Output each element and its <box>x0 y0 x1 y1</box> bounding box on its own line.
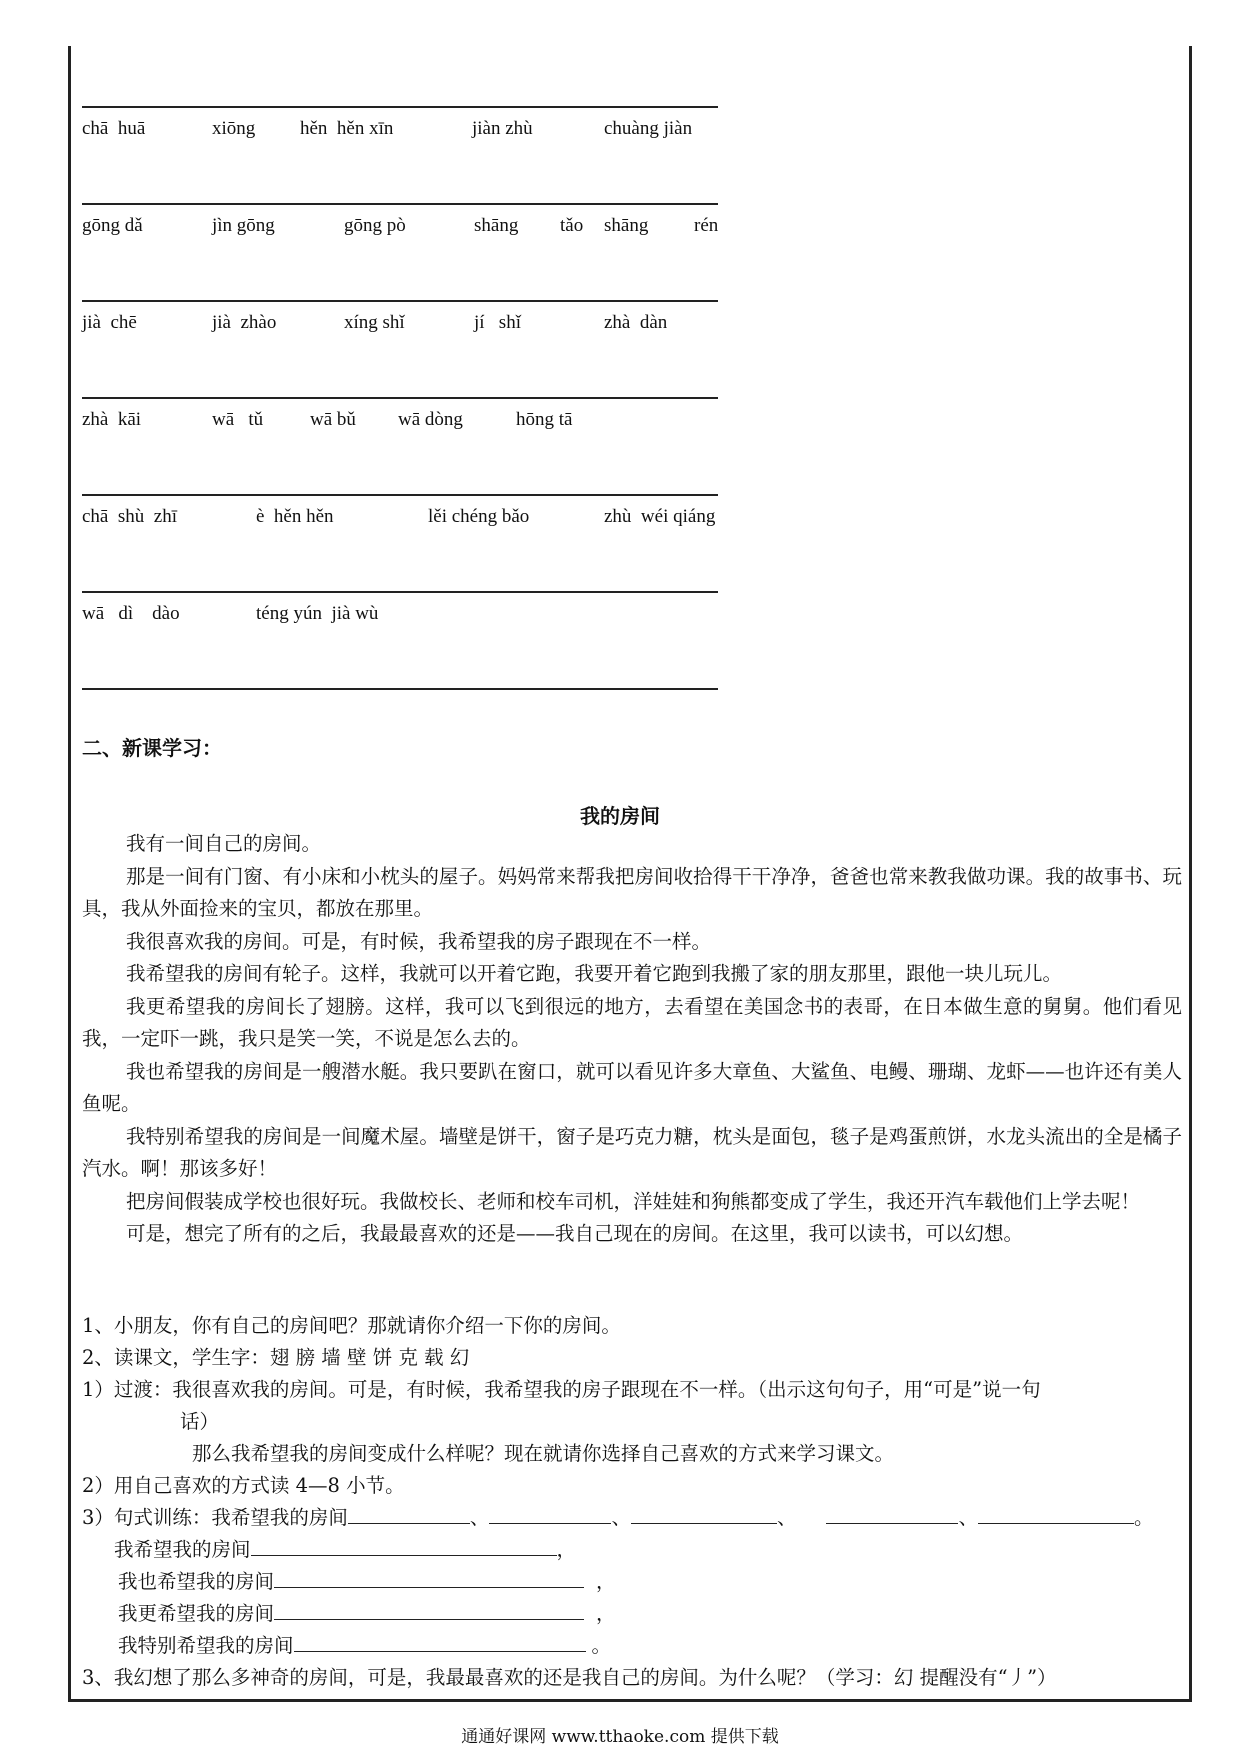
answer-blank[interactable] <box>294 1631 586 1652</box>
pinyin: wā bǔ <box>310 409 356 430</box>
pinyin: xíng shǐ <box>344 312 405 333</box>
writing-line <box>82 397 718 399</box>
writing-line <box>82 494 718 496</box>
answer-blank[interactable] <box>274 1599 584 1620</box>
pinyin: xiōng <box>212 118 256 139</box>
article-paragraph: 我也希望我的房间是一艘潜水艇。我只要趴在窗口，就可以看见许多大章鱼、大鲨鱼、电鳗、珊瑚、龙虾——也许还有美人鱼呢。 <box>82 1059 1182 1115</box>
answer-blank[interactable] <box>251 1535 557 1556</box>
pinyin: hōng tā <box>516 409 573 430</box>
answer-blank[interactable] <box>274 1567 584 1588</box>
question-2-1-cont: 话） <box>180 1410 220 1433</box>
sentence-text: 我希望我的房间 <box>114 1538 251 1561</box>
sentence-4 <box>118 1630 1218 1658</box>
sentence-1 <box>114 1534 1214 1562</box>
article-paragraph: 我很喜欢我的房间。可是，有时候，我希望我的房子跟现在不一样。 <box>126 929 712 953</box>
question-2: 2、读课文，学生字：翅 膀 墙 壁 饼 克 载 幻 <box>82 1346 470 1369</box>
section-title: 二、新课学习： <box>82 736 222 760</box>
sentence-3 <box>118 1598 1218 1626</box>
pinyin: jià zhào <box>212 312 277 333</box>
article-paragraph: 我特别希望我的房间是一间魔术屋。墙壁是饼干，窗子是巧克力糖，枕头是面包，毯子是鸡蛋煎饼，水龙头流出的全是橘子汽水。啊！那该多好！ <box>82 1124 1182 1180</box>
sentence-text: 我也希望我的房间 <box>118 1570 275 1593</box>
pinyin: zhà kāi <box>82 409 142 430</box>
question-2-3-text: 3）句式训练：我希望我的房间 <box>82 1506 348 1529</box>
article-paragraph: 可是，想完了所有的之后，我最最喜欢的还是——我自己现在的房间。在这里，我可以读书，可以幻想。 <box>126 1222 1024 1245</box>
answer-blank[interactable] <box>978 1503 1134 1524</box>
article-paragraph: 我有一间自己的房间。 <box>126 832 322 855</box>
answer-blank[interactable] <box>348 1503 470 1524</box>
question-2-2: 2）用自己喜欢的方式读 4—8 小节。 <box>82 1474 405 1497</box>
article-paragraph: 把房间假装成学校也很好玩。我做校长、老师和校车司机，洋娃娃和狗熊都变成了学生，我还开汽车载他们上学去呢！ <box>126 1189 1141 1213</box>
article-paragraph: 我更希望我的房间长了翅膀。这样，我可以飞到很远的地方，去看望在美国念书的表哥，在日本做生意的舅舅。他们看见我，一定吓一跳，我只是笑一笑，不说是怎么去的。 <box>82 994 1182 1050</box>
article-paragraph: 那是一间有门窗、有小床和小枕头的屋子。妈妈常来帮我把房间收拾得干干净净，爸爸也常来教我做功课。我的故事书、玩具，我从外面捡来的宝贝，都放在那里。 <box>82 864 1182 920</box>
pinyin: chā shù zhī <box>82 506 177 527</box>
writing-line <box>82 591 718 593</box>
writing-line <box>82 106 718 108</box>
sentence-end: ， <box>596 1570 616 1593</box>
pinyin: gōng pò <box>344 215 406 236</box>
pinyin: shāng <box>474 215 519 236</box>
pinyin: wā tǔ <box>212 409 264 430</box>
question-2-1-prompt: 那么我希望我的房间变成什么样呢？现在就请你选择自己喜欢的方式来学习课文。 <box>192 1442 895 1465</box>
pinyin: rén <box>694 215 719 236</box>
pinyin: hěn hěn xīn <box>300 118 394 139</box>
question-2-1: 1）过渡：我很喜欢我的房间。可是，有时候，我希望我的房子跟现在不一样。（出示这句句子，用“可是”说一句 <box>82 1378 1041 1401</box>
pinyin: lěi chéng bǎo <box>428 506 530 527</box>
sentence-end: ， <box>556 1538 577 1561</box>
answer-blank[interactable] <box>826 1503 958 1524</box>
pinyin: wā dì dào <box>82 603 180 624</box>
separator: 、 <box>958 1506 978 1529</box>
writing-line <box>82 688 718 690</box>
sentence-text: 我更希望我的房间 <box>118 1602 275 1625</box>
article-paragraph: 我希望我的房间有轮子。这样，我就可以开着它跑，我要开着它跑到我搬了家的朋友那里，跟他一块儿玩儿。 <box>126 962 1063 985</box>
article-body <box>82 828 1182 1251</box>
pinyin: jí shǐ <box>474 312 521 333</box>
pinyin: chā huā <box>82 118 146 139</box>
pinyin: jìn gōng <box>212 215 275 236</box>
period: 。 <box>1133 1506 1154 1529</box>
writing-line <box>82 203 718 205</box>
pinyin: wā dòng <box>398 409 463 430</box>
sentence-end: ， <box>596 1602 616 1625</box>
separator: 、 <box>776 1506 797 1529</box>
answer-blank[interactable] <box>631 1503 777 1524</box>
pinyin: chuàng jiàn <box>604 118 693 139</box>
pinyin: è hěn hěn <box>256 506 334 527</box>
pinyin: jiàn zhù <box>472 118 533 139</box>
writing-line <box>82 300 718 302</box>
separator: 、 <box>611 1506 631 1529</box>
question-2-3 <box>82 1502 1182 1530</box>
pinyin: zhà dàn <box>604 312 668 333</box>
pinyin: zhù wéi qiáng <box>604 506 716 527</box>
question-3: 3、我幻想了那么多神奇的房间，可是，我最最喜欢的还是我自己的房间。为什么呢？（学习：幻 提醒没有“丿”） <box>82 1666 1057 1689</box>
separator: 、 <box>469 1506 490 1529</box>
sentence-end: 。 <box>591 1634 612 1657</box>
pinyin: shāng <box>604 215 649 236</box>
article-title: 我的房间 <box>580 804 660 828</box>
pinyin: tǎo <box>560 215 584 236</box>
sentence-text: 我特别希望我的房间 <box>118 1634 294 1657</box>
pinyin: téng yún jià wù <box>256 603 379 624</box>
sentence-2 <box>118 1566 1218 1594</box>
pinyin: gōng dǎ <box>82 215 143 236</box>
pinyin: jià chē <box>82 312 137 333</box>
answer-blank[interactable] <box>489 1503 611 1524</box>
question-1: 1、小朋友，你有自己的房间吧？那就请你介绍一下你的房间。 <box>82 1314 621 1337</box>
footer-credit: 通通好课网 www.tthaoke.com 提供下载 <box>461 1727 779 1747</box>
